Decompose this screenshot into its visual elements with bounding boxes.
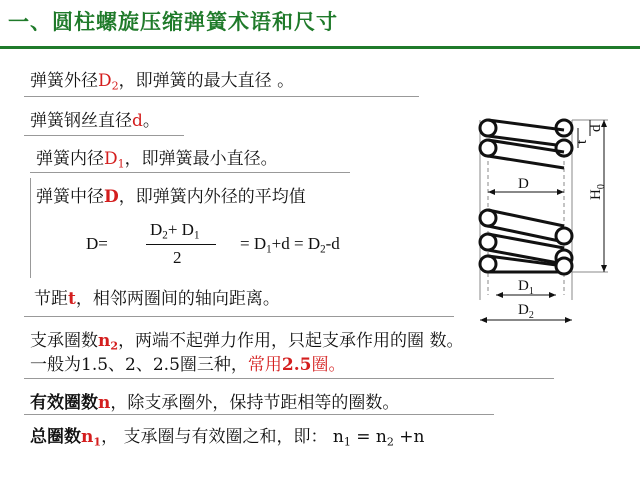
spring-coils-bottom [480,210,572,274]
term-label: 有效圈数 [30,393,98,413]
label-d: d [588,124,604,132]
divider [30,172,350,173]
term-desc: 。 [142,111,160,131]
term-symbol: $n_1$ [81,427,102,449]
spring-coils-top [480,120,572,168]
title-underline [0,46,640,49]
label-H0: $H_0$ [588,184,607,200]
label-D1: $D_1$ [518,278,534,297]
term-symbol: $D_1$ [104,149,125,171]
label-D: D [518,176,529,192]
term-pitch [34,284,280,309]
term-label: 弹簧外径 [30,71,98,91]
term-label: 弹簧中径 [36,187,104,207]
label-D2: $D_2$ [518,302,534,321]
term-desc: ，即弹簧内外径的平均值 [118,187,306,207]
term-desc: ， 支承圈与有效圈之和，即： $n_1 = n_2 +n$ [101,427,425,449]
term-symbol: t [68,289,76,309]
term-symbol: $n_2$ [98,331,119,353]
label-t: t [574,139,590,144]
term-total-coils [30,422,425,448]
term-desc: ，除支承圈外，保持节距相等的圈数。 [110,393,400,413]
divider [24,378,554,379]
term-label: 支承圈数 [30,331,98,351]
term-wire-diameter [30,106,160,131]
divider [24,135,184,136]
term-desc: ，两端不起弹力作用，只起支承作用的圈 数。 [118,331,464,351]
term-label: 节距 [34,289,68,309]
term-symbol: D [104,187,119,207]
divider [24,316,454,317]
divider [30,178,31,278]
term-desc: ，即弹簧最小直径。 [124,149,278,169]
term-support-coils [30,326,463,352]
divider [24,414,494,415]
term-symbol: n [98,393,111,413]
term-mean-diameter [36,182,306,207]
term-desc: ，即弹簧的最大直径 。 [118,71,295,91]
term-symbol: d [132,111,143,131]
term-symbol: $D_2$ [98,71,119,93]
term-label: 弹簧内径 [36,149,104,169]
formula-fraction-bar [146,244,216,245]
divider [24,96,419,97]
formula-denominator: 2 [173,248,182,267]
formula-numerator: $D_2+ D_1$ [150,220,200,242]
spring-diagram [460,100,630,330]
formula-rhs: = $D_1+d = D_2-d$ [240,234,340,256]
term-inner-diameter [36,144,278,170]
term-label: 弹簧钢丝直径 [30,111,132,131]
term-label: 总圈数 [30,427,81,447]
term-support-coils-note: 一般为1.5、2、2.5圈三种，常用2.5圈。 [30,355,346,375]
formula-lhs: D= [86,234,108,253]
term-effective-coils [30,388,399,413]
term-outer-diameter [30,66,294,92]
page-title: 一、圆柱螺旋压缩弹簧术语和尺寸 [8,10,338,34]
term-desc: ，相邻两圈间的轴向距离。 [75,289,280,309]
